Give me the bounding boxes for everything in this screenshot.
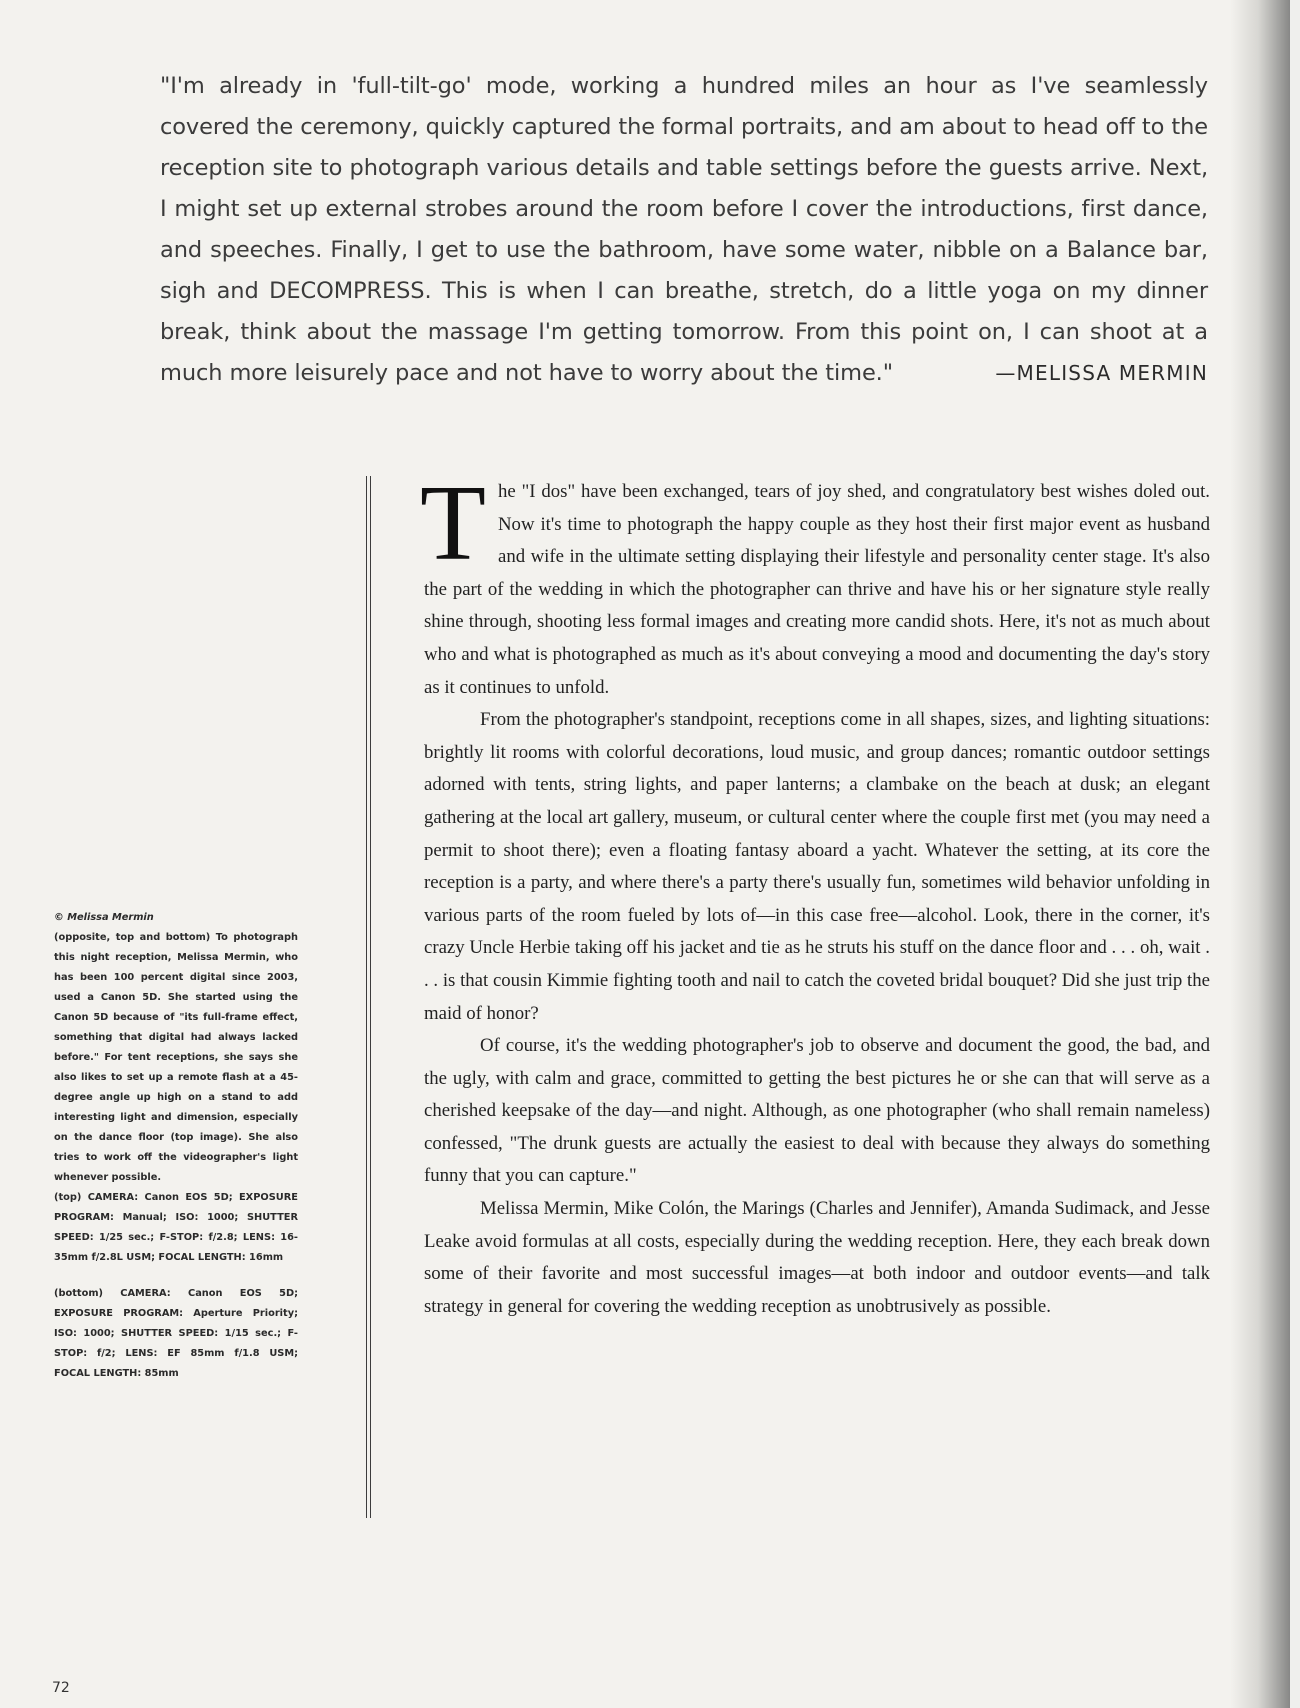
photo-credit: © Melissa Mermin — [54, 912, 154, 923]
article-body — [420, 464, 1210, 1323]
article-paragraph: Melissa Mermin, Mike Colón, the Marings (Charles and Jennifer), Amanda Sudimack, and Jesse Leake avoid formulas at all costs, especially during the wedding reception. Here, they each break down some of their favorite and most successful images—at both indoor and outdoor events—and talk strategy in general for covering the wedding reception as unobtrusively as possible. — [424, 1198, 1210, 1317]
drop-cap: T — [420, 464, 486, 583]
pull-quote-text: "I'm already in 'full-tilt-go' mode, working a hundred miles an hour as I've seamlessly covered the ceremony, quickly captured the formal portraits, and am about to head off to the reception site to photograph various details and table settings before the guests arrive. Next, I might set up external strobes around the room before I cover the introductions, first dance, and speeches. Finally, I get to use the bathroom, have some water, nibble on a Balance bar, sigh and DECOMPRESS. This is when I can breathe, stretch, do a little yoga on my dinner break, think about the massage I'm getting tomorrow. From this point on, I can shoot at a much more leisurely pace and not have to worry about the time." — [160, 73, 1208, 386]
article-paragraph: From the photographer's standpoint, receptions come in all shapes, sizes, and lighting situations: brightly lit rooms with colorful decorations, loud music, and group dances; romantic outdoor settings adorned with tents, string lights, and paper lanterns; a clambake on the beach at dusk; an elegant gathering at the local art gallery, museum, or cultural center where the couple first met (you may need a permit to shoot there); even a floating fantasy aboard a yacht. Whatever the setting, at its core the reception is a party, and where there's a party there's usually fun, sometimes wild behavior unfolding in various parts of the room fueled by lots of—in this case free—alcohol. Look, there in the corner, it's crazy Uncle Herbie taking off his jacket and tie as he struts his stuff on the dance floor and . . . oh, wait . . . is that cousin Kimmie fighting tooth and nail to catch the coveted bridal bouquet? Did she just trip the maid of honor? — [424, 709, 1210, 1024]
caption-description: (opposite, top and bottom) To photograph this night reception, Melissa Mermin, who has been 100 percent digital since 2003, used a Canon 5D. She started using the Canon 5D because of "its full-frame effect, something that digital had always lacked before." For tent receptions, she says she also likes to set up a remote flash at a 45-degree angle up high on a stand to add interesting light and dimension, especially on the dance floor (top image). She also tries to work off the videographer's light whenever possible. — [54, 932, 298, 1183]
column-divider — [366, 476, 371, 1518]
article-paragraph: Of course, it's the wedding photographer's job to observe and document the good, the bad, and the ugly, with calm and grace, committed to getting the best pictures he or she can that will serve as a cherished keepsake of the day—and night. Although, as one photographer (who shall remain nameless) confessed, "The drunk guests are actually the easiest to deal with because they always do something funny that you can capture." — [424, 1035, 1210, 1187]
caption-top-specs: (top) CAMERA: Canon EOS 5D; EXPOSURE PROGRAM: Manual; ISO: 1000; SHUTTER SPEED: 1/25 sec.; F-STOP: f/2.8; LENS: 16-35mm f/2.8L USM; FOCAL LENGTH: 16mm — [54, 1192, 298, 1263]
caption-bottom-specs: (bottom) CAMERA: Canon EOS 5D; EXPOSURE PROGRAM: Aperture Priority; ISO: 1000; SHUTTER SPEED: 1/15 sec.; F-STOP: f/2; LENS: EF 85mm f/1.8 USM; FOCAL LENGTH: 85mm — [54, 1288, 298, 1379]
page-edge — [1290, 0, 1300, 1708]
pull-quote-attribution: —MELISSA MERMIN — [995, 361, 1208, 385]
article-paragraph-text: he "I dos" have been exchanged, tears of joy shed, and congratulatory best wishes doled out. Now it's time to photograph the happy couple as they host their first major event as husband and wife in the ultimate setting displaying their lifestyle and personality center stage. It's also the part of the wedding in which the photographer can thrive and have his or her signature style really shine through, shooting less formal images and creating more candid shots. Here, it's not as much about who and what is photographed as much as it's about conveying a mood and documenting the day's story as it continues to unfold. — [424, 481, 1210, 698]
pull-quote — [160, 66, 1208, 394]
page-number: 72 — [52, 1680, 70, 1696]
photo-caption — [54, 908, 298, 1384]
article-paragraph — [420, 464, 1210, 704]
